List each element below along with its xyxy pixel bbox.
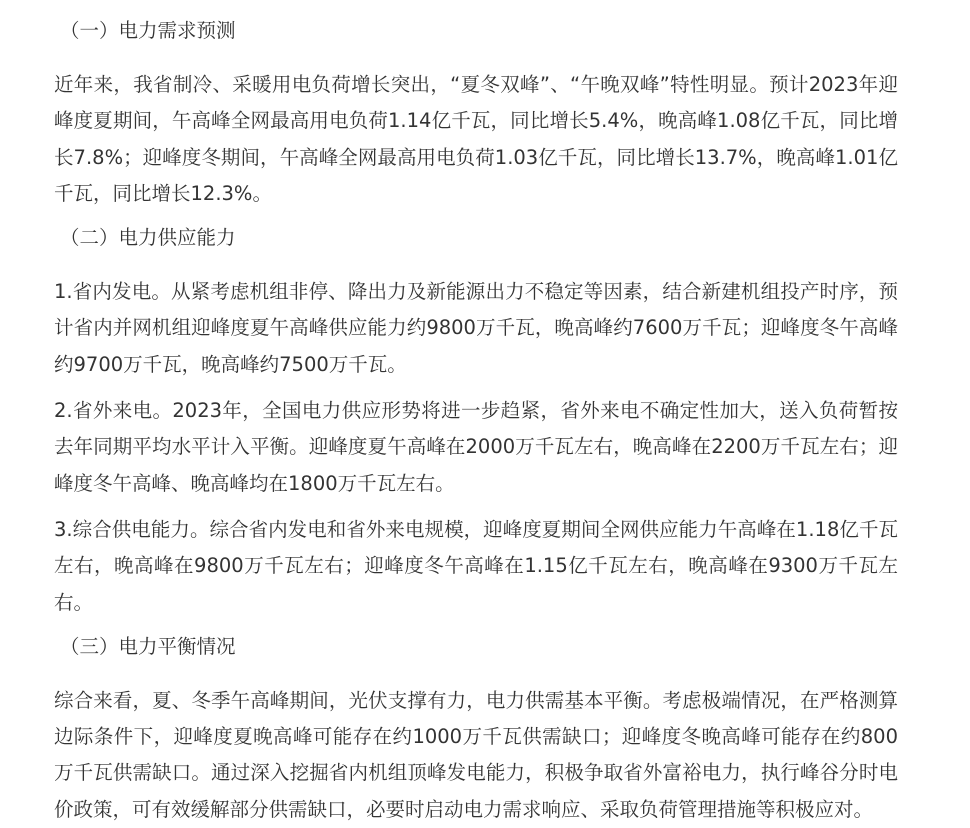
section-heading-demand-forecast: （一）电力需求预测 [60,19,236,42]
paragraph-power-balance: 综合来看，夏、冬季午高峰期间，光伏支撑有力，电力供需基本平衡。考虑极端情况，在严格测算边际条件下，迎峰度夏晚高峰可能存在约1000万千瓦供需缺口；迎峰度冬晚高峰可能存在约800万千瓦供需缺口。通过深入挖掘省内机组顶峰发电能力，积极争取省外富裕电力，执行峰谷分时电价政策，可有效缓解部分供需缺口，必要时启动电力需求响应、采取负荷管理措施等积极应对。 [54,688,898,821]
paragraph-demand-forecast: 近年来，我省制冷、采暖用电负荷增长突出，“夏冬双峰”、“午晚双峰”特性明显。预计2023年迎峰度夏期间，午高峰全网最高用电负荷1.14亿千瓦，同比增长5.4%，晚高峰1.08亿千瓦，同比增长7.8%；迎峰度冬期间，午高峰全网最高用电负荷1.03亿千瓦，同比增长13.7%，晚高峰1.01亿千瓦，同比增长12.3%。 [54,73,898,205]
paragraph-combined-supply: 3.综合供电能力。综合省内发电和省外来电规模，迎峰度夏期间全网供应能力午高峰在1.18亿千瓦左右，晚高峰在9800万千瓦左右；迎峰度冬午高峰在1.15亿千瓦左右，晚高峰在9300万千瓦左右。 [54,517,898,614]
section-heading-supply-capacity: （二）电力供应能力 [60,226,236,250]
section-heading-power-balance: （三）电力平衡情况 [60,634,236,658]
paragraph-in-province-generation: 1.省内发电。从紧考虑机组非停、降出力及新能源出力不稳定等因素，结合新建机组投产时序，预计省内并网机组迎峰度夏午高峰供应能力约9800万千瓦，晚高峰约7600万千瓦；迎峰度冬午高峰约9700万千瓦，晚高峰约7500万千瓦。 [54,280,898,376]
paragraph-out-of-province-power: 2.省外来电。2023年，全国电力供应形势将进一步趋紧，省外来电不确定性加大，送入负荷暂按去年同期平均水平计入平衡。迎峰度夏午高峰在2000万千瓦左右，晚高峰在2200万千瓦左右；迎峰度冬午高峰、晚高峰均在1800万千瓦左右。 [54,399,898,495]
